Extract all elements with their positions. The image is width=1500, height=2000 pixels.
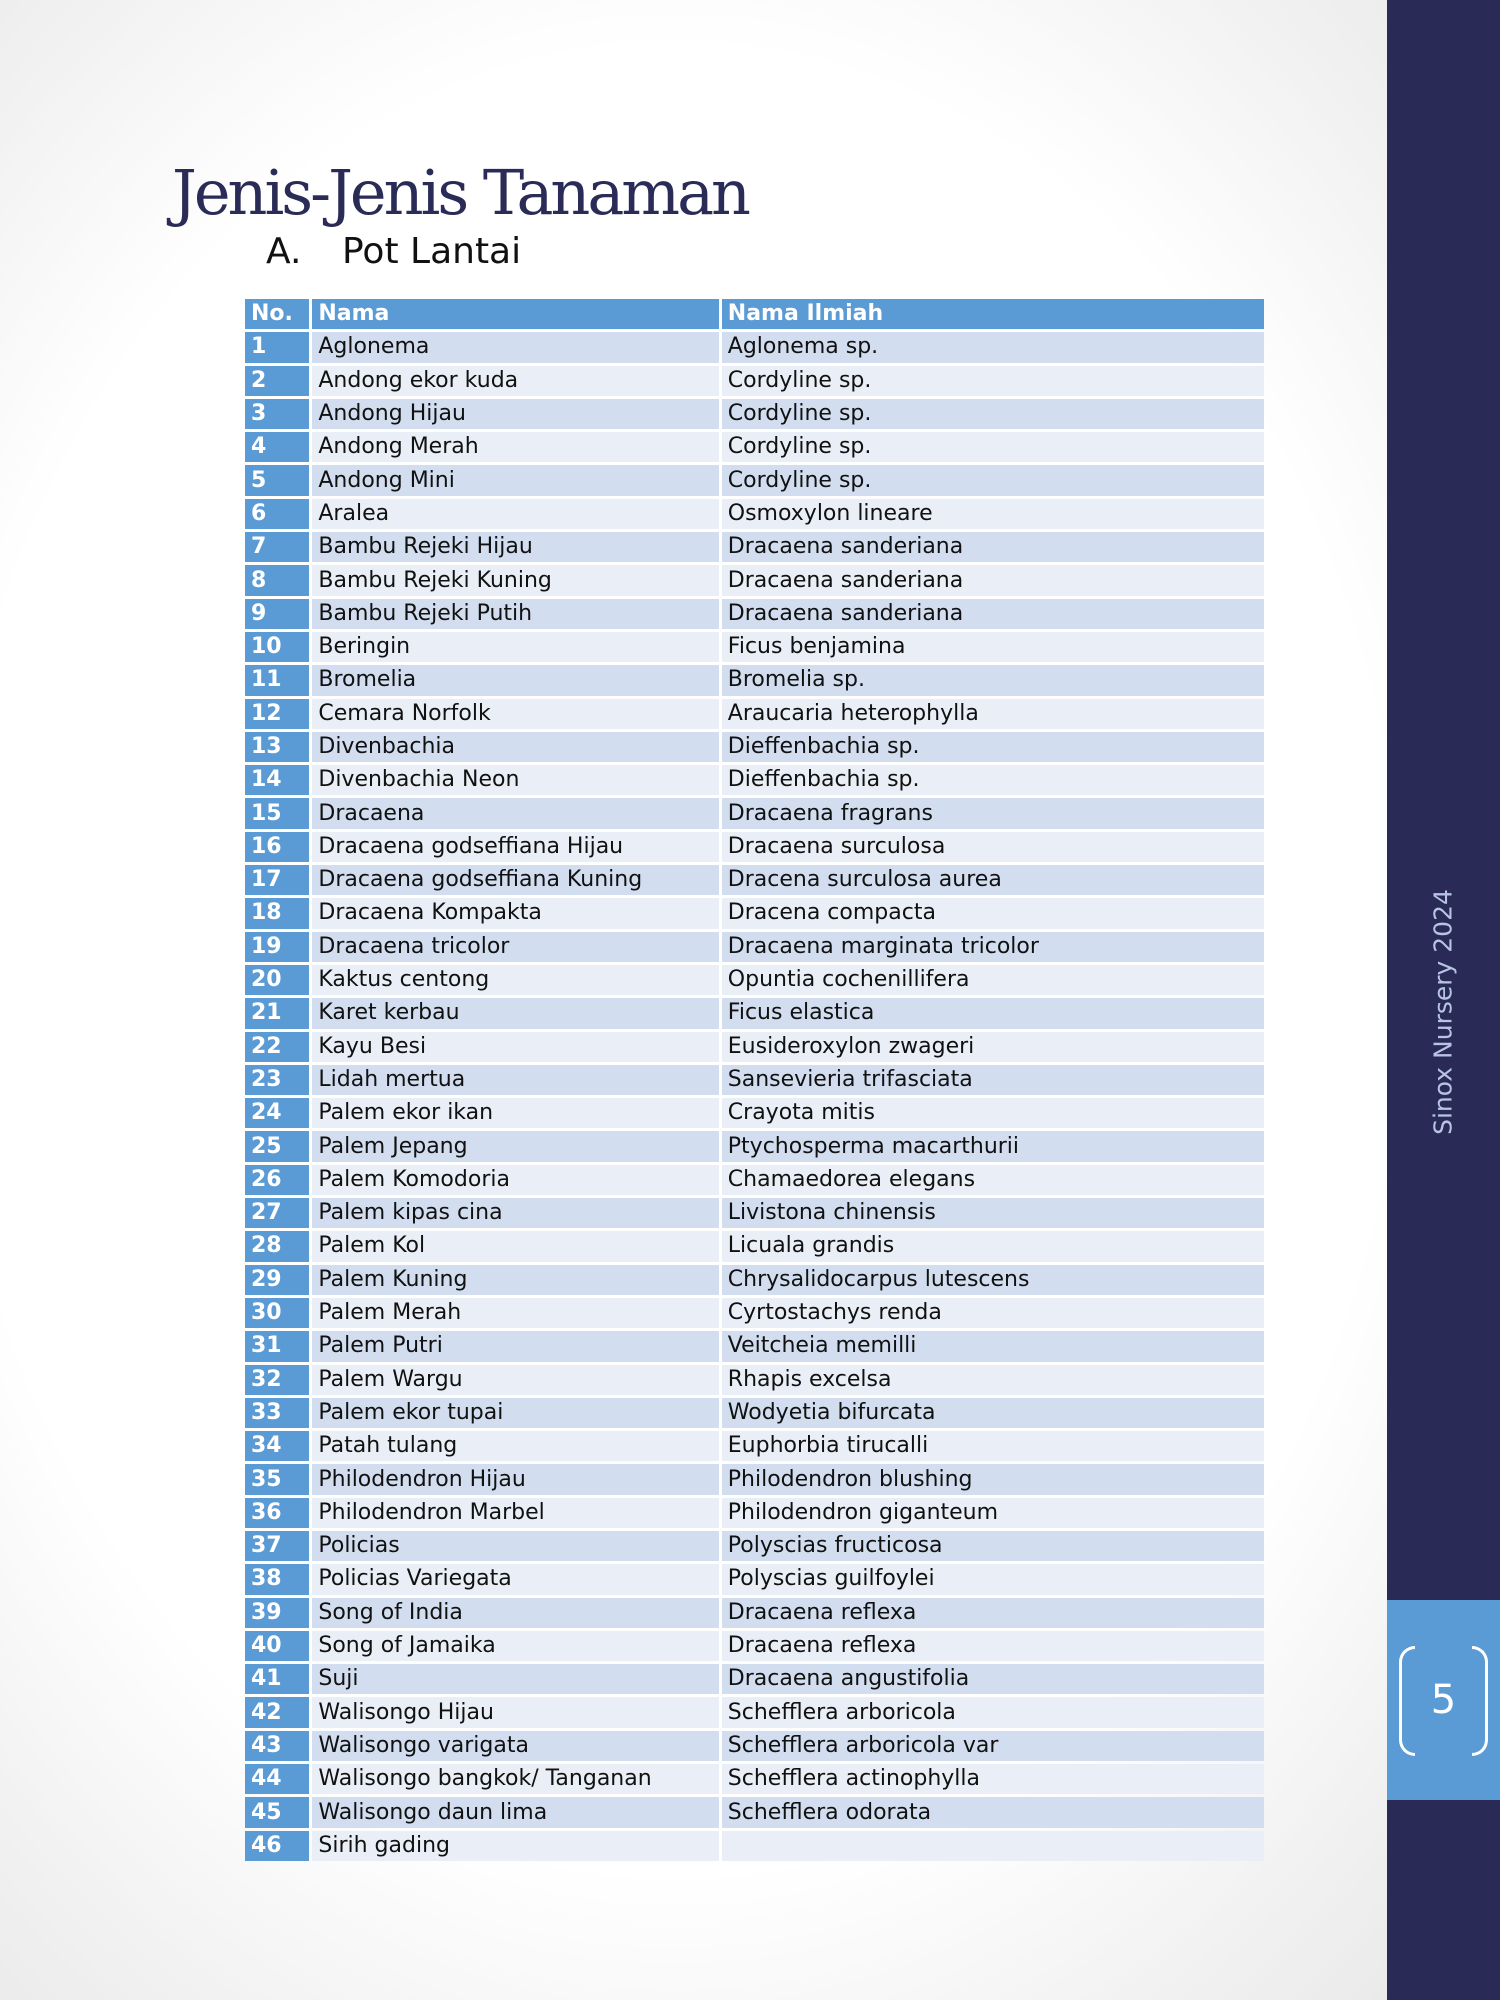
row-nama-ilmiah: Schefflera arboricola [722,1697,1264,1727]
row-number: 14 [245,765,309,795]
row-nama-ilmiah: Ficus benjamina [722,632,1264,662]
row-nama: Bambu Rejeki Hijau [312,532,718,562]
row-number: 34 [245,1431,309,1461]
row-nama-ilmiah: Polyscias guilfoylei [722,1564,1264,1594]
row-nama-ilmiah: Eusideroxylon zwageri [722,1032,1264,1062]
page-number: 5 [1430,1677,1457,1723]
row-number: 28 [245,1231,309,1261]
row-nama-ilmiah: Schefflera arboricola var [722,1731,1264,1761]
row-nama-ilmiah: Chrysalidocarpus lutescens [722,1265,1264,1295]
row-nama: Dracaena godseffiana Kuning [312,865,718,895]
row-nama: Policias [312,1531,718,1561]
table-row [245,732,1264,762]
table-row [245,565,1264,595]
row-nama: Kayu Besi [312,1032,718,1062]
row-nama-ilmiah: Cordyline sp. [722,399,1264,429]
table-row [245,1764,1264,1794]
table-row [245,965,1264,995]
row-number: 7 [245,532,309,562]
row-nama: Palem Kuning [312,1265,718,1295]
row-nama: Walisongo daun lima [312,1797,718,1827]
row-number: 11 [245,665,309,695]
table-row [245,1631,1264,1661]
page-number-box [1387,1600,1500,1800]
row-nama-ilmiah: Sansevieria trifasciata [722,1065,1264,1095]
table-row [245,699,1264,729]
row-nama-ilmiah: Cyrtostachys renda [722,1298,1264,1328]
row-nama-ilmiah: Livistona chinensis [722,1198,1264,1228]
row-nama-ilmiah: Dracaena marginata tricolor [722,932,1264,962]
row-number: 21 [245,998,309,1028]
table-row [245,665,1264,695]
row-nama: Cemara Norfolk [312,699,718,729]
table-row [245,499,1264,529]
table-row [245,1231,1264,1261]
row-nama: Aralea [312,499,718,529]
row-number: 26 [245,1165,309,1195]
row-number: 29 [245,1265,309,1295]
table-row [245,1697,1264,1727]
row-number: 45 [245,1797,309,1827]
row-number: 6 [245,499,309,529]
row-nama: Dracaena Kompakta [312,898,718,928]
page-title: Jenis-Jenis Tanaman [172,156,748,229]
row-nama-ilmiah: Philodendron blushing [722,1464,1264,1494]
row-nama: Palem kipas cina [312,1198,718,1228]
table-row [245,1498,1264,1528]
row-number: 44 [245,1764,309,1794]
row-number: 35 [245,1464,309,1494]
table-row [245,599,1264,629]
row-number: 13 [245,732,309,762]
row-number: 42 [245,1697,309,1727]
table-row [245,932,1264,962]
row-nama-ilmiah: Opuntia cochenillifera [722,965,1264,995]
row-nama: Song of Jamaika [312,1631,718,1661]
table-row [245,865,1264,895]
row-nama-ilmiah: Dracaena reflexa [722,1598,1264,1628]
row-nama-ilmiah: Cordyline sp. [722,366,1264,396]
row-number: 41 [245,1664,309,1694]
row-nama-ilmiah: Rhapis excelsa [722,1365,1264,1395]
table-row [245,632,1264,662]
row-nama: Suji [312,1664,718,1694]
table-row [245,1664,1264,1694]
row-number: 38 [245,1564,309,1594]
row-number: 40 [245,1631,309,1661]
row-nama: Sirih gading [312,1831,718,1861]
row-nama-ilmiah: Wodyetia bifurcata [722,1398,1264,1428]
row-number: 32 [245,1365,309,1395]
row-nama-ilmiah: Dracaena sanderiana [722,565,1264,595]
row-nama: Philodendron Hijau [312,1464,718,1494]
row-number: 27 [245,1198,309,1228]
row-nama: Andong Hijau [312,399,718,429]
row-nama: Divenbachia Neon [312,765,718,795]
row-nama-ilmiah: Dracena compacta [722,898,1264,928]
table-row [245,1464,1264,1494]
row-nama-ilmiah: Dieffenbachia sp. [722,765,1264,795]
row-number: 8 [245,565,309,595]
row-nama: Walisongo Hijau [312,1697,718,1727]
row-nama: Walisongo varigata [312,1731,718,1761]
header-no: No. [245,299,309,329]
header-nama: Nama [312,299,718,329]
table-row [245,898,1264,928]
row-nama: Palem Jepang [312,1131,718,1161]
row-number: 18 [245,898,309,928]
row-nama: Palem Wargu [312,1365,718,1395]
row-number: 46 [245,1831,309,1861]
row-nama: Palem Merah [312,1298,718,1328]
row-nama: Andong ekor kuda [312,366,718,396]
row-nama-ilmiah: Cordyline sp. [722,465,1264,495]
table-row [245,1265,1264,1295]
table-row [245,765,1264,795]
table-row [245,1431,1264,1461]
row-number: 30 [245,1298,309,1328]
table-row [245,1032,1264,1062]
table-row [245,798,1264,828]
row-number: 2 [245,366,309,396]
row-number: 5 [245,465,309,495]
row-nama-ilmiah: Bromelia sp. [722,665,1264,695]
row-nama: Andong Mini [312,465,718,495]
row-nama-ilmiah: Licuala grandis [722,1231,1264,1261]
table-row [245,1564,1264,1594]
table-row [245,1598,1264,1628]
section-subtitle [266,231,522,272]
row-number: 25 [245,1131,309,1161]
row-nama: Bambu Rejeki Kuning [312,565,718,595]
row-nama-ilmiah: Dracaena fragrans [722,798,1264,828]
table-row [245,1797,1264,1827]
row-nama: Divenbachia [312,732,718,762]
row-nama: Aglonema [312,332,718,362]
table-row [245,1131,1264,1161]
header-nama-ilmiah: Nama Ilmiah [722,299,1264,329]
row-number: 16 [245,832,309,862]
row-number: 10 [245,632,309,662]
row-nama-ilmiah: Euphorbia tirucalli [722,1431,1264,1461]
row-nama-ilmiah: Cordyline sp. [722,432,1264,462]
row-nama: Palem Komodoria [312,1165,718,1195]
table-row [245,1298,1264,1328]
table-row [245,1198,1264,1228]
row-nama: Dracaena tricolor [312,932,718,962]
row-nama-ilmiah: Dracena surculosa aurea [722,865,1264,895]
row-nama: Palem Putri [312,1331,718,1361]
plant-table [242,296,1267,1864]
row-nama: Policias Variegata [312,1564,718,1594]
row-nama: Walisongo bangkok/ Tanganan [312,1764,718,1794]
row-nama: Bambu Rejeki Putih [312,599,718,629]
row-nama: Dracaena godseffiana Hijau [312,832,718,862]
row-number: 22 [245,1032,309,1062]
table-row [245,1398,1264,1428]
section-letter: A. [266,231,302,272]
table-row [245,832,1264,862]
table-row [245,1365,1264,1395]
row-nama-ilmiah: Dracaena reflexa [722,1631,1264,1661]
row-number: 33 [245,1398,309,1428]
row-number: 37 [245,1531,309,1561]
row-nama-ilmiah: Dracaena sanderiana [722,532,1264,562]
row-nama-ilmiah: Schefflera odorata [722,1797,1264,1827]
row-nama: Andong Merah [312,432,718,462]
row-number: 3 [245,399,309,429]
row-nama-ilmiah: Veitcheia memilli [722,1331,1264,1361]
row-nama: Kaktus centong [312,965,718,995]
row-nama: Philodendron Marbel [312,1498,718,1528]
row-nama-ilmiah: Ficus elastica [722,998,1264,1028]
row-nama: Bromelia [312,665,718,695]
table-body [245,332,1264,1861]
table-row [245,432,1264,462]
table-row [245,1731,1264,1761]
table-row [245,332,1264,362]
row-number: 15 [245,798,309,828]
table-row [245,998,1264,1028]
table-row [245,465,1264,495]
row-nama: Palem ekor tupai [312,1398,718,1428]
row-number: 12 [245,699,309,729]
row-nama-ilmiah: Chamaedorea elegans [722,1165,1264,1195]
row-nama: Palem Kol [312,1231,718,1261]
section-name: Pot Lantai [342,231,522,272]
row-nama: Karet kerbau [312,998,718,1028]
row-nama-ilmiah: Ptychosperma macarthurii [722,1131,1264,1161]
row-nama-ilmiah: Osmoxylon lineare [722,499,1264,529]
row-number: 43 [245,1731,309,1761]
row-nama-ilmiah: Schefflera actinophylla [722,1764,1264,1794]
row-number: 4 [245,432,309,462]
row-nama: Dracaena [312,798,718,828]
table-row [245,532,1264,562]
table-header-row [245,299,1264,329]
table-row [245,399,1264,429]
row-number: 23 [245,1065,309,1095]
row-nama: Palem ekor ikan [312,1098,718,1128]
row-nama-ilmiah: Polyscias fructicosa [722,1531,1264,1561]
row-number: 17 [245,865,309,895]
row-nama-ilmiah: Dracaena angustifolia [722,1664,1264,1694]
row-nama-ilmiah: Philodendron giganteum [722,1498,1264,1528]
row-number: 19 [245,932,309,962]
sidebar-text: Sinox Nursery 2024 [1428,889,1458,1135]
row-nama-ilmiah: Aglonema sp. [722,332,1264,362]
row-nama: Song of India [312,1598,718,1628]
row-nama-ilmiah: Araucaria heterophylla [722,699,1264,729]
row-nama-ilmiah: Dieffenbachia sp. [722,732,1264,762]
row-nama: Lidah mertua [312,1065,718,1095]
row-number: 9 [245,599,309,629]
row-number: 20 [245,965,309,995]
row-number: 1 [245,332,309,362]
table-row [245,1831,1264,1861]
row-number: 24 [245,1098,309,1128]
table-row [245,1531,1264,1561]
table-row [245,1331,1264,1361]
row-number: 39 [245,1598,309,1628]
row-nama-ilmiah: Dracaena surculosa [722,832,1264,862]
table-row [245,1065,1264,1095]
row-number: 36 [245,1498,309,1528]
row-nama-ilmiah: Crayota mitis [722,1098,1264,1128]
row-number: 31 [245,1331,309,1361]
row-nama: Beringin [312,632,718,662]
row-nama: Patah tulang [312,1431,718,1461]
table-row [245,366,1264,396]
row-nama-ilmiah [722,1831,1264,1861]
table-row [245,1098,1264,1128]
row-nama-ilmiah: Dracaena sanderiana [722,599,1264,629]
table-row [245,1165,1264,1195]
